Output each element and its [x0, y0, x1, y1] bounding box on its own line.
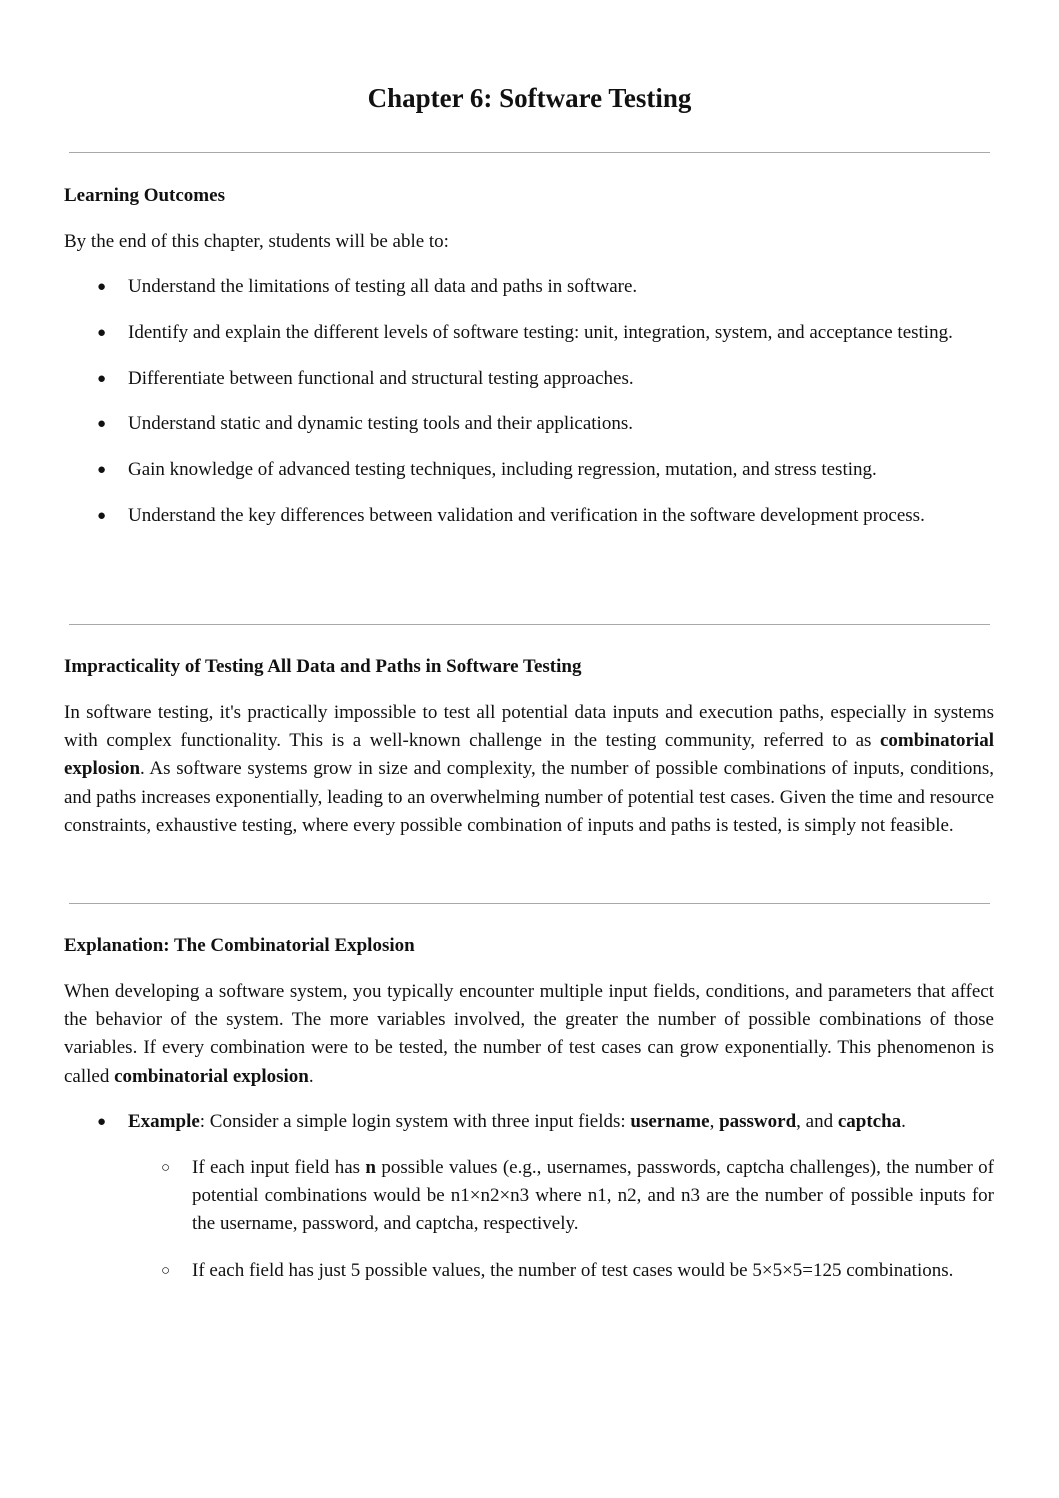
list-item: [64, 410, 994, 438]
list-item-text: : Consider a simple login system with three input fields:: [199, 1110, 631, 1132]
list-item-text: Understand the key differences between validation and verification in the software development process.: [128, 504, 925, 526]
paragraph-text: In software testing, it's practically impossible to test all potential data inputs and execution paths, especially in systems with complex functionality. This is a well-known challenge in the testing community, referred to as: [64, 702, 994, 752]
bold-term: n: [365, 1157, 376, 1179]
bold-term: combinatorial explosion: [64, 730, 994, 780]
intro-text: By the end of this chapter, students will be able to:: [64, 231, 449, 252]
sub-item-text: If each input field has: [192, 1157, 366, 1179]
list-item-text: Gain knowledge of advanced testing techniques, including regression, mutation, and stress testing.: [128, 459, 877, 481]
field-name: captcha: [837, 1110, 902, 1132]
page-title: Chapter 6: Software Testing: [367, 83, 692, 113]
bullet-icon: ●: [97, 416, 107, 433]
bullet-icon: ●: [97, 1113, 107, 1130]
bullet-icon: ●: [97, 279, 107, 296]
divider: [69, 624, 990, 625]
separator-text: .: [901, 1110, 906, 1132]
list-item: [64, 365, 994, 393]
bullet-icon: ●: [97, 370, 107, 387]
list-item: [64, 319, 994, 347]
list-item-text: Differentiate between functional and structural testing approaches.: [128, 367, 634, 389]
explanation-section: [64, 932, 994, 1303]
sub-item-text: If each field has just 5 possible values, the number of test cases would be 5×5×5=125 combinations.: [192, 1259, 954, 1281]
list-item: [64, 273, 994, 301]
bullet-icon: ●: [97, 462, 107, 479]
list-item-text: Understand the limitations of testing all data and paths in software.: [128, 276, 638, 298]
paragraph-text: When developing a software system, you typically encounter multiple input fields, conditions, and parameters that affect the behavior of the system. The more variables involved, the greater the number of possible combinations of those variables. If every combination were to be tested, the number of test cases can grow exponentially. This phenomenon is called: [64, 981, 994, 1087]
outcomes-list: [64, 273, 994, 530]
list-item: [64, 1108, 994, 1285]
learning-outcomes-section: [64, 182, 994, 547]
separator-text: , and: [796, 1110, 838, 1132]
section-heading: Impracticality of Testing All Data and Paths in Software Testing: [64, 656, 582, 677]
separator-text: ,: [709, 1110, 720, 1132]
sub-item-text: possible values (e.g., usernames, passwords, captcha challenges), the number of potential combinations would be n1×n2×n3 where n1, n2, and n3 are the number of possible inputs for the username, password, and captcha, respectively.: [192, 1157, 994, 1235]
field-name: password: [719, 1110, 797, 1132]
divider: [69, 903, 990, 904]
field-name: username: [630, 1110, 710, 1132]
circle-bullet-icon: ○: [161, 1160, 171, 1177]
paragraph-text: . As software systems grow in size and complexity, the number of possible combinations of inputs, conditions, and paths increases exponentially, leading to an overwhelming number of potential test cases. Given the time and resource constraints, exhaustive testing, where every possible combination of inputs and paths is tested, is simply not feasible.: [64, 758, 994, 836]
bold-term: combinatorial explosion: [114, 1065, 309, 1087]
sub-list-item: [128, 1257, 994, 1285]
example-label: Example: [128, 1110, 200, 1132]
impracticality-section: [64, 653, 994, 840]
section-heading: Learning Outcomes: [64, 185, 225, 206]
list-item-text: Identify and explain the different levels of software testing: unit, integration, system, and acceptance testing.: [128, 321, 953, 343]
paragraph-text: .: [308, 1065, 314, 1087]
list-item: [64, 456, 994, 484]
divider: [69, 152, 990, 153]
bullet-icon: ●: [97, 507, 107, 524]
section-heading: Explanation: The Combinatorial Explosion: [64, 935, 415, 956]
bullet-icon: ●: [97, 324, 107, 341]
list-item-text: Understand static and dynamic testing tools and their applications.: [128, 413, 633, 435]
list-item: [64, 502, 994, 530]
sub-list: [128, 1154, 994, 1285]
paragraph: [64, 978, 994, 1091]
circle-bullet-icon: ○: [161, 1262, 171, 1279]
paragraph: [64, 699, 994, 840]
sub-list-item: [128, 1154, 994, 1239]
example-list: [64, 1108, 994, 1285]
